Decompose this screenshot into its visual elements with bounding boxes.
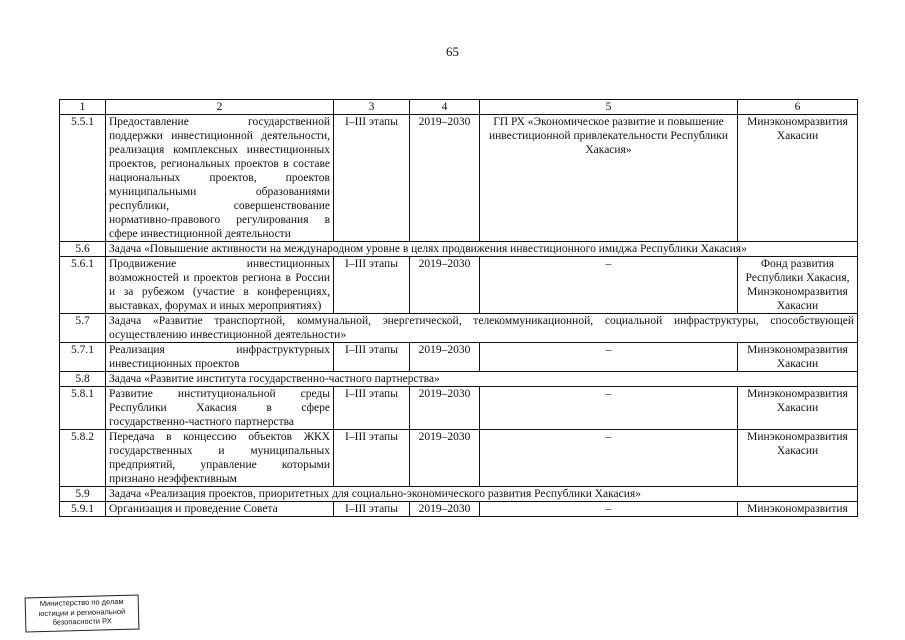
executor-cell: Минэкономразвития Хакасии bbox=[738, 343, 858, 372]
column-header: 6 bbox=[738, 100, 858, 115]
column-header: 1 bbox=[60, 100, 106, 115]
page-number: 65 bbox=[446, 44, 459, 59]
row-number: 5.9.1 bbox=[60, 502, 106, 517]
program-cell: – bbox=[480, 387, 738, 430]
row-number: 5.5.1 bbox=[60, 115, 106, 242]
table-row bbox=[60, 430, 858, 487]
stages-cell: I–III этапы bbox=[334, 430, 410, 487]
ministry-stamp bbox=[25, 595, 140, 633]
table-row bbox=[60, 502, 858, 517]
task-text: Задача «Повышение активности на международном уровне в целях продвижения инвестиционного имиджа Республики Хакасия» bbox=[106, 242, 858, 257]
stages-cell: I–III этапы bbox=[334, 257, 410, 314]
stages-cell: I–III этапы bbox=[334, 115, 410, 242]
row-number: 5.8 bbox=[60, 372, 106, 387]
program-cell: – bbox=[480, 343, 738, 372]
task-text: Задача «Развитие транспортной, коммунальной, энергетической, телекоммуникационной, социальной инфраструктуры, способствующей осуществлению инвестиционной деятельности» bbox=[106, 314, 858, 343]
task-text: Задача «Реализация проектов, приоритетных для социально-экономического развития Республики Хакасия» bbox=[106, 487, 858, 502]
task-row bbox=[60, 372, 858, 387]
program-cell: ГП РХ «Экономическое развитие и повышение инвестиционной привлекательности Республики Хакасия» bbox=[480, 115, 738, 242]
program-cell: – bbox=[480, 430, 738, 487]
table-row bbox=[60, 257, 858, 314]
row-number: 5.6.1 bbox=[60, 257, 106, 314]
stamp-line: безопасности РХ bbox=[52, 616, 112, 627]
task-row bbox=[60, 314, 858, 343]
row-number: 5.7 bbox=[60, 314, 106, 343]
column-header: 2 bbox=[106, 100, 334, 115]
measure-name: Реализация инфраструктурных инвестиционных проектов bbox=[106, 343, 334, 372]
measure-name: Организация и проведение Совета bbox=[106, 502, 334, 517]
column-header: 5 bbox=[480, 100, 738, 115]
measure-name: Предоставление государственной поддержки инвестиционной деятельности, реализация комплексных инвестиционных проектов, региональных проектов в составе национальных проектов, проектов муниципальными образованиями республики, совершенствование нормативно-правового регулирования в сфере инвестиционной деятельности bbox=[106, 115, 334, 242]
executor-cell: Минэкономразвития Хакасии bbox=[738, 430, 858, 487]
table-header-row bbox=[60, 100, 858, 115]
table-row bbox=[60, 343, 858, 372]
table-row bbox=[60, 387, 858, 430]
measures-table bbox=[59, 99, 858, 517]
stages-cell: I–III этапы bbox=[334, 387, 410, 430]
executor-cell: Минэкономразвития bbox=[738, 502, 858, 517]
stamp-line: юстиции и региональной bbox=[38, 606, 126, 618]
stamp-line: Министерство по делам bbox=[39, 596, 124, 609]
program-cell: – bbox=[480, 257, 738, 314]
program-cell: – bbox=[480, 502, 738, 517]
years-cell: 2019–2030 bbox=[410, 343, 480, 372]
row-number: 5.9 bbox=[60, 487, 106, 502]
executor-cell: Минэкономразвития Хакасии bbox=[738, 115, 858, 242]
task-row bbox=[60, 487, 858, 502]
row-number: 5.8.1 bbox=[60, 387, 106, 430]
column-header: 4 bbox=[410, 100, 480, 115]
stages-cell: I–III этапы bbox=[334, 343, 410, 372]
executor-cell: Минэкономразвития Хакасии bbox=[738, 387, 858, 430]
column-header: 3 bbox=[334, 100, 410, 115]
stages-cell: I–III этапы bbox=[334, 502, 410, 517]
executor-cell: Фонд развития Республики Хакасия, Минэкономразвития Хакасии bbox=[738, 257, 858, 314]
measure-name: Передача в концессию объектов ЖКХ государственных и муниципальных предприятий, управление которыми признано неэффективным bbox=[106, 430, 334, 487]
years-cell: 2019–2030 bbox=[410, 430, 480, 487]
years-cell: 2019–2030 bbox=[410, 502, 480, 517]
years-cell: 2019–2030 bbox=[410, 115, 480, 242]
row-number: 5.8.2 bbox=[60, 430, 106, 487]
years-cell: 2019–2030 bbox=[410, 257, 480, 314]
row-number: 5.6 bbox=[60, 242, 106, 257]
years-cell: 2019–2030 bbox=[410, 387, 480, 430]
measure-name: Продвижение инвестиционных возможностей и проектов региона в России и за рубежом (участие в конференциях, выставках, форумах и иных мероприятиях) bbox=[106, 257, 334, 314]
row-number: 5.7.1 bbox=[60, 343, 106, 372]
measure-name: Развитие институциональной среды Республики Хакасия в сфере государственно-частного партнерства bbox=[106, 387, 334, 430]
task-row bbox=[60, 242, 858, 257]
task-text: Задача «Развитие института государственно-частного партнерства» bbox=[106, 372, 858, 387]
table-row bbox=[60, 115, 858, 242]
